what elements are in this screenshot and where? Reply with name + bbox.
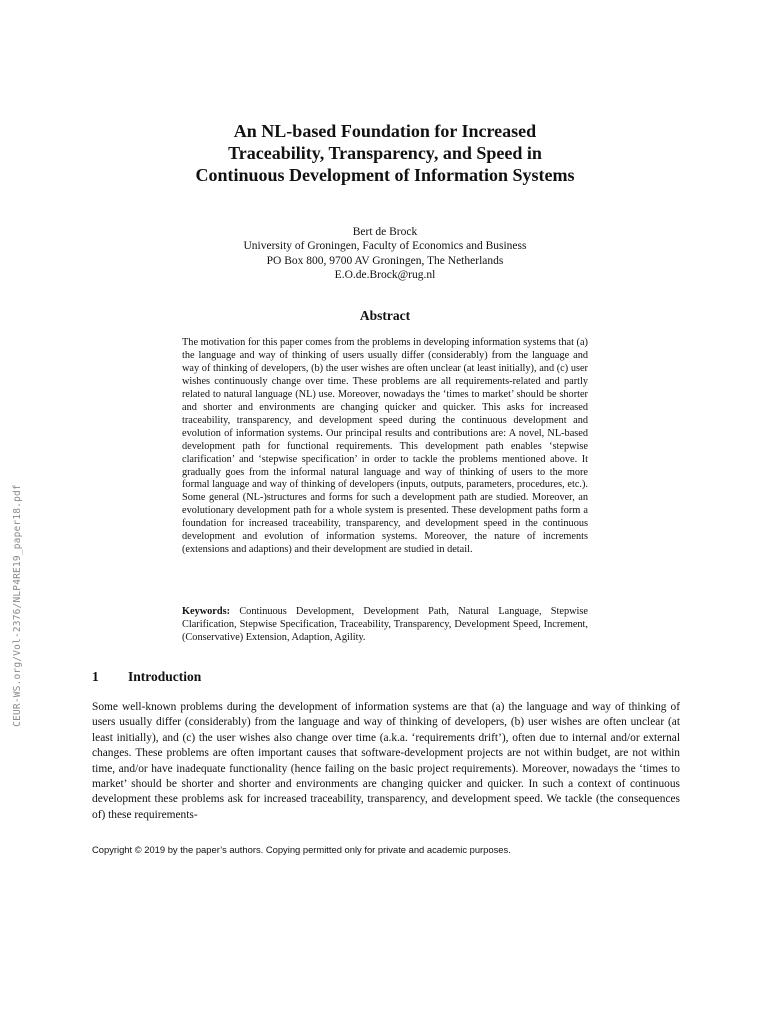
author-name: Bert de Brock: [352, 226, 418, 238]
keywords-text: Continuous Development, Development Path, Natural Language, Stepwise Clarification, Stepwise Specification, Traceability, Transparency, Development Speed, Increment, (Conservative) Extension, Adaption, Agility.: [182, 606, 588, 643]
author-affiliation: University of Groningen, Faculty of Economics and Business: [243, 240, 527, 253]
keywords-label: Keywords:: [182, 606, 231, 617]
abstract-text: The motivation for this paper comes from the problems in developing information systems that (a) the language and way of thinking of users usually differ (considerably) from the language and way of thinking of developers, (b) the user wishes are often unclear (at least initially), and (c) user wishes continuously change over time. These problems are all requirements-related and partly related to natural language (NL) use. Moreover, nowadays the ‘times to market’ should be shorter and shorter and environments are changing quicker and quicker. This asks for increased traceability, transparency, and development speed during the continuous development and evolution of information systems. Our principal results and contributions are: A novel, NL-based development path for functional requirements. This development path enables ‘stepwise clarification’ and ‘stepwise specification’ in order to tackle the problems mentioned above. It gradually goes from the informal natural language and way of thinking of users to the more formal language and way of thinking of developers (inputs, outputs, parameters, procedures, etc.). Some general (NL-)structures and forms for such a development path are studied. Moreover, an evolutionary development path for a whole system is presented. These development paths form a foundation for increased traceability, transparency, and development speed in the continuous development and evolution of information systems. Moreover, the nature of increments (extensions and adaptions) and their development are studied in detail.: [182, 337, 588, 556]
section-title: Introduction: [128, 669, 202, 684]
section-number: 1: [92, 669, 99, 684]
keywords-paragraph: [182, 605, 588, 644]
abstract-heading: Abstract: [359, 308, 411, 323]
author-block: [90, 225, 680, 282]
copyright-notice: Copyright © 2019 by the paper’s authors. Copying permitted only for private and academic purposes.: [92, 844, 511, 855]
paper-title: [90, 120, 680, 186]
introduction-text: Some well-known problems during the development of information systems are that (a) the language and way of thinking of users usually differ (considerably) from the language and way of thinking of developers, (b) user wishes are often unclear (at least initially), and (c) the user wishes also change over time (a.k.a. ‘requirements drift’), often due to internal and/or external changes. These problems are often important causes that software-development projects are not within budget, are not within time, and/or have inadequate functionality (hence failing on the basic project requirements). Moreover, nowadays the ‘times to market’ should be shorter and shorter and environments are changing quicker and quicker. In such a context of continuous development these problems ask for increased traceability, transparency, and development speed. We tackle (the consequences of) these requirements-: [92, 701, 680, 821]
author-address: PO Box 800, 9700 AV Groningen, The Netherlands: [266, 254, 504, 267]
title-line-3: Continuous Development of Information Systems: [195, 165, 575, 185]
ceur-side-stamp: [7, 470, 27, 740]
title-line-2: Traceability, Transparency, and Speed in: [228, 143, 542, 163]
ceur-side-stamp-text: CEUR-WS.org/Vol-2376/NLP4RE19_paper18.pdf: [11, 483, 23, 727]
section-heading-introduction: [92, 669, 201, 685]
title-line-1: An NL-based Foundation for Increased: [233, 121, 537, 141]
author-email[interactable]: E.O.de.Brock@rug.nl: [334, 268, 436, 281]
